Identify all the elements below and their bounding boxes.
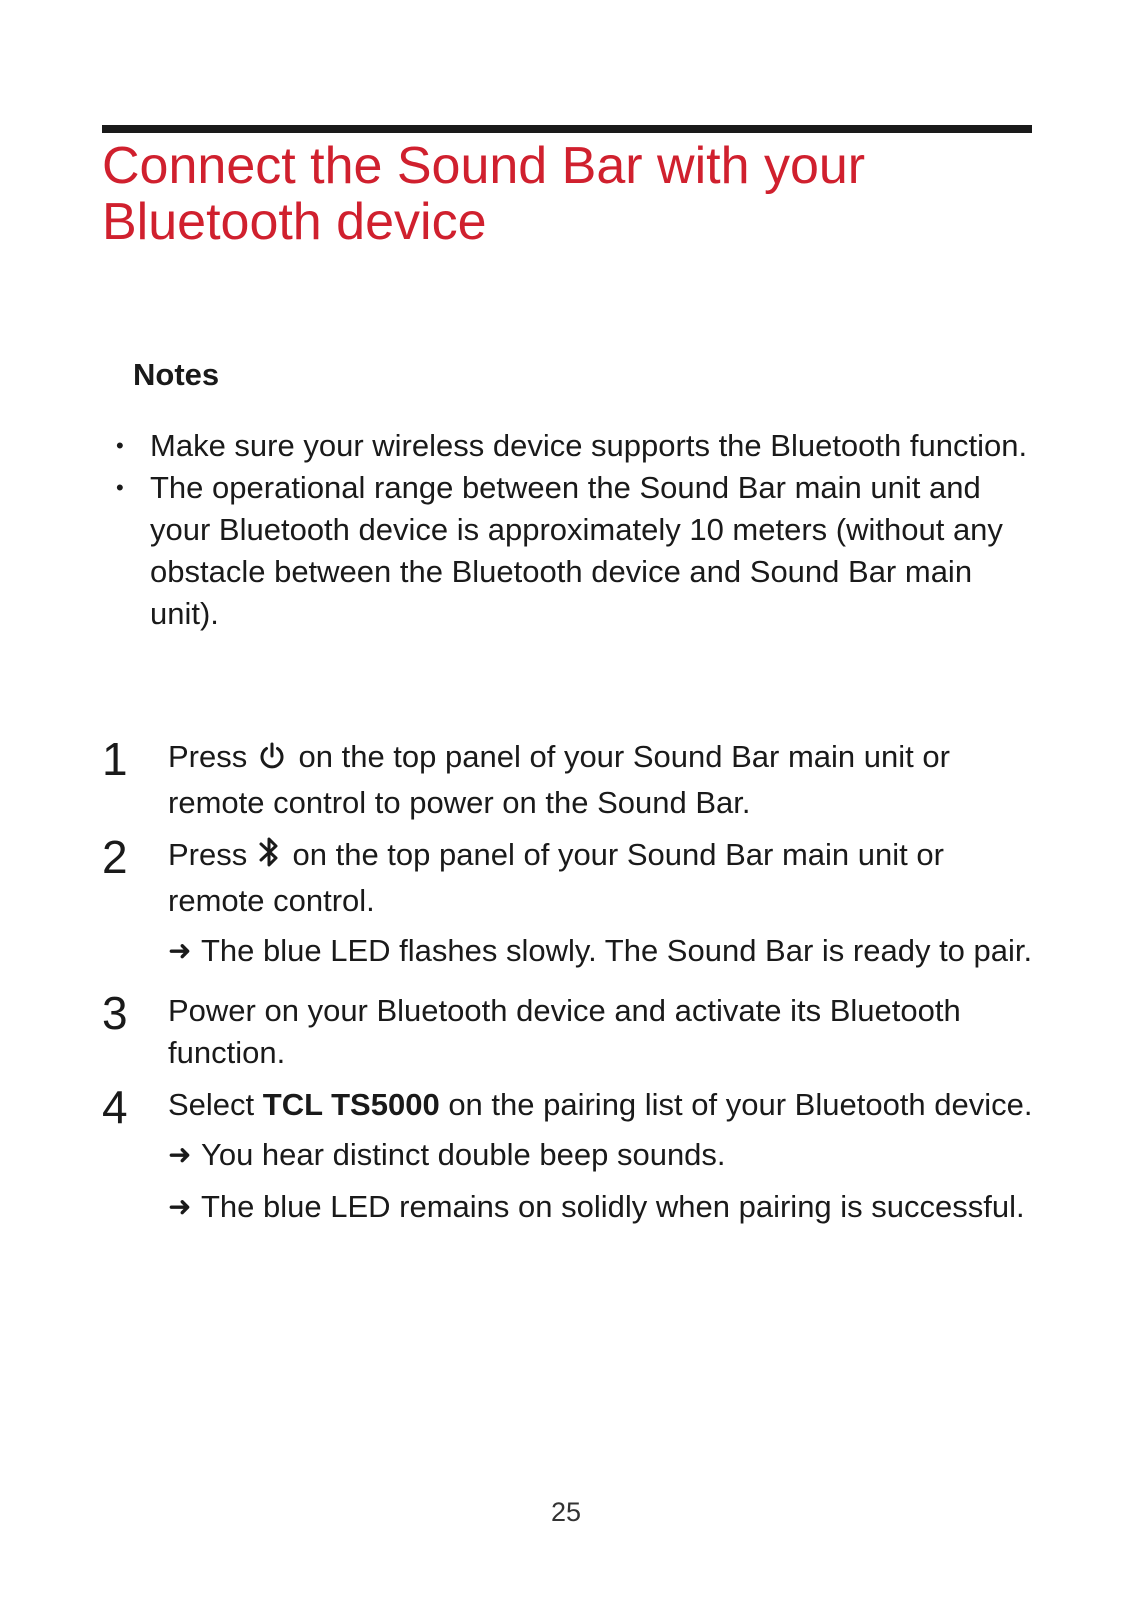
result-text: The blue LED remains on solidly when pairing is successful. — [201, 1189, 1025, 1224]
result-text: The blue LED flashes slowly. The Sound Bar is ready to pair. — [201, 933, 1033, 968]
step-text: on the top panel of your Sound Bar main unit or remote control. — [168, 837, 944, 918]
step — [102, 733, 1037, 824]
note-item — [116, 425, 1032, 467]
page-title: Connect the Sound Bar with your Bluetooth device — [102, 137, 866, 251]
step — [102, 987, 1037, 1074]
result-item — [168, 1134, 1037, 1176]
bullet: • — [116, 475, 124, 500]
step-text: Power on your Bluetooth device and activate its Bluetooth function. — [168, 993, 961, 1070]
arrow-icon: ➜ — [168, 1139, 192, 1170]
step-text: on the top panel of your Sound Bar main unit or remote control to power on the Sound Bar. — [168, 739, 950, 820]
step — [102, 831, 1037, 972]
model-name: TCL TS5000 — [262, 1087, 440, 1122]
step-body — [168, 834, 1037, 972]
steps-list — [102, 733, 1037, 1238]
result-item — [168, 1186, 1037, 1228]
step-body — [168, 990, 1037, 1074]
step-text: Press — [168, 837, 248, 872]
step-number: 3 — [102, 987, 128, 1039]
step-text: on the pairing list of your Bluetooth device. — [448, 1087, 1033, 1122]
note-item — [116, 467, 1032, 635]
step-body — [168, 1084, 1037, 1228]
step-text: Select — [168, 1087, 255, 1122]
result-text: You hear distinct double beep sounds. — [201, 1137, 726, 1172]
power-icon — [258, 740, 286, 782]
step-number: 1 — [102, 733, 128, 785]
top-rule — [102, 125, 1032, 133]
step-number: 4 — [102, 1081, 128, 1133]
page-number: 25 — [550, 1497, 582, 1527]
note-text: The operational range between the Sound Bar main unit and your Bluetooth device is approximately 10 meters (without any obstacle between the Bluetooth device and Sound Bar main unit). — [150, 470, 1003, 631]
step-body — [168, 736, 1037, 824]
arrow-icon: ➜ — [168, 1191, 192, 1222]
result-item — [168, 930, 1037, 972]
notes-heading: Notes — [133, 357, 220, 392]
step-text: Press — [168, 739, 248, 774]
step — [102, 1081, 1037, 1228]
step-number: 2 — [102, 831, 128, 883]
bullet: • — [116, 433, 124, 458]
notes-list — [116, 425, 1032, 635]
arrow-icon: ➜ — [168, 935, 192, 966]
bluetooth-icon — [258, 835, 280, 880]
note-text: Make sure your wireless device supports the Bluetooth function. — [150, 428, 1028, 463]
